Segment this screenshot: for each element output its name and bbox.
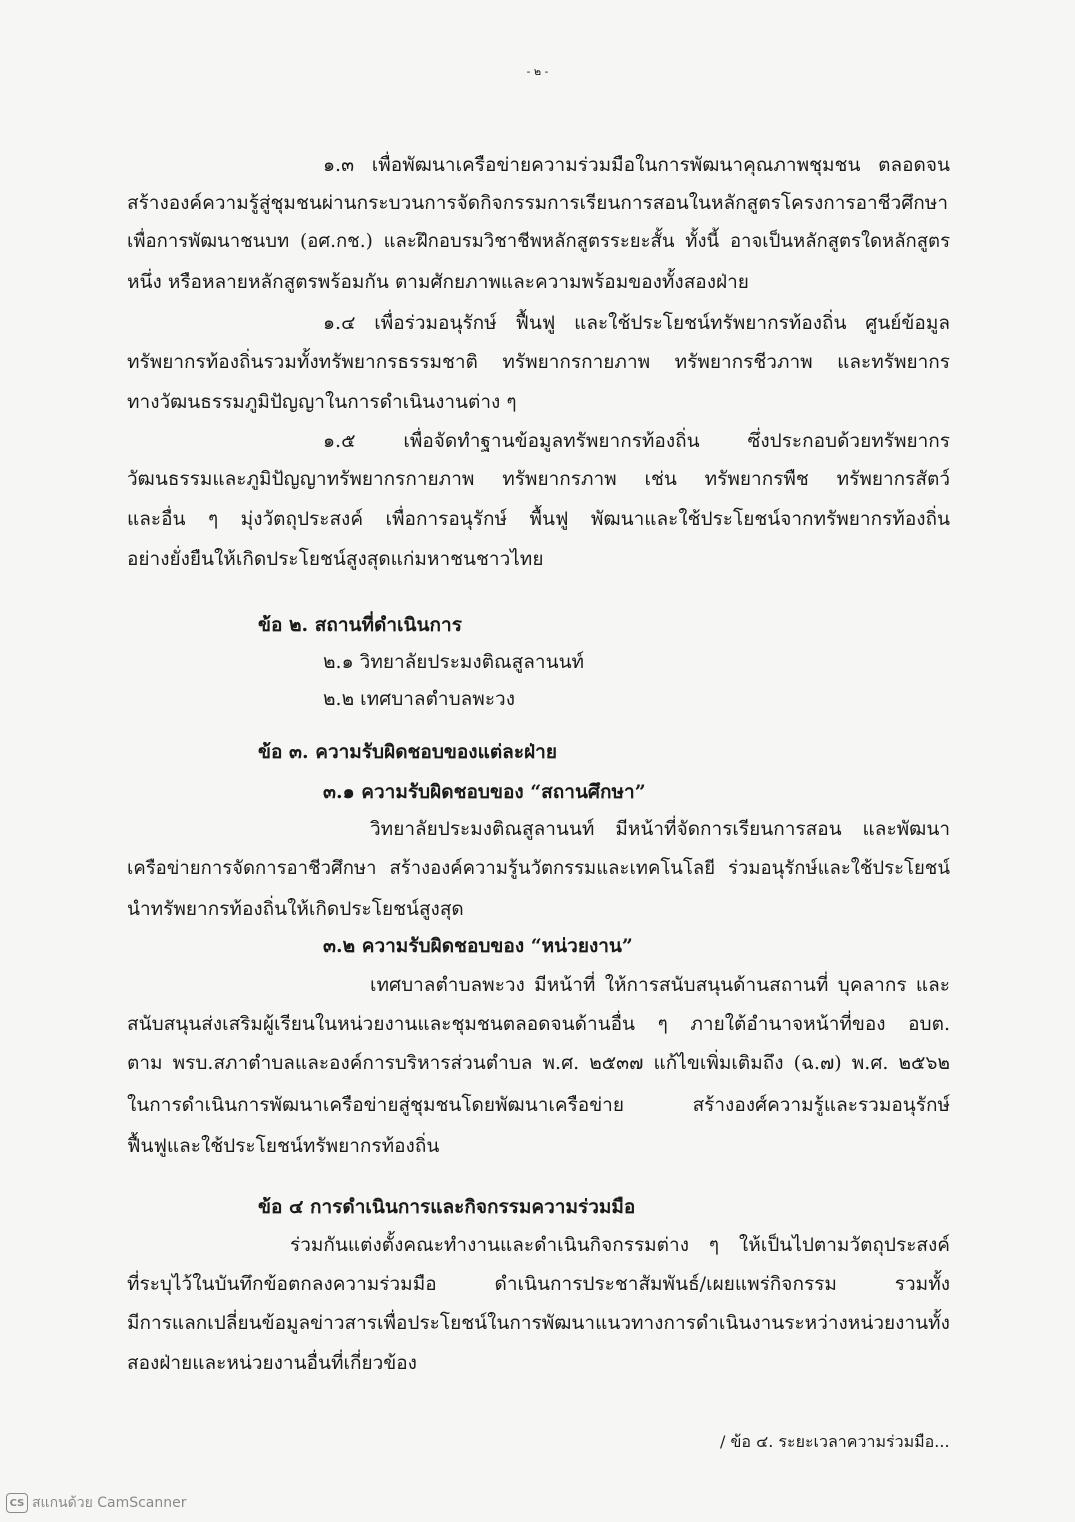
item-1-4-line-1: ๑.๔ เพื่อร่วมอนุรักษ์ ฟื้นฟู และใช้ประโยชน์ทรัพยากรท้องถิ่น ศูนย์ข้อมูล [323,312,950,334]
section-3-1-line-1: วิทยาลัยประมงติณสูลานนท์ มีหน้าที่จัดการเรียนการสอน และพัฒนา [370,818,950,840]
item-1-5-line-1: ๑.๕ เพื่อจัดทำฐานข้อมูลทรัพยากรท้องถิ่น ซึ่งประกอบด้วยทรัพยากร [323,430,950,452]
section-4-heading: ข้อ ๔ การดำเนินการและกิจกรรมความร่วมมือ [258,1196,636,1218]
section-3-2-line-1: เทศบาลตำบลพะวง มีหน้าที่ ให้การสนับสนุนด้านสถานที่ บุคลากร และ [370,974,950,996]
continuation-note: / ข้อ ๔. ระยะเวลาความร่วมมือ... [720,1432,950,1451]
section-4-line-1: ร่วมกันแต่งตั้งคณะทำงานและดำเนินกิจกรรมต่าง ๆ ให้เป็นไปตามวัตถุประสงค์ [290,1234,950,1256]
item-1-3-line-2: สร้างองค์ความรู้สู่ชุมชนผ่านกระบวนการจัดกิจกรรมการเรียนการสอนในหลักสูตรโครงการอาชีวศึกษา [127,192,948,214]
section-3-1-line-3: นำทรัพยากรท้องถิ่นให้เกิดประโยชน์สูงสุด [127,898,464,920]
camscanner-logo-icon: CS [6,1493,28,1513]
item-1-3-line-1: ๑.๓ เพื่อพัฒนาเครือข่ายความร่วมมือในการพัฒนาคุณภาพชุมชน ตลอดจน [323,154,950,176]
section-2-item-1: ๒.๑ วิทยาลัยประมงติณสูลานนท์ [323,651,585,673]
section-4-line-2: ที่ระบุไว้ในบันทึกข้อตกลงความร่วมมือ ดำเนินการประชาสัมพันธ์/เผยแพร่กิจกรรม รวมทั้ง [127,1273,950,1295]
section-3-1-heading: ๓.๑ ความรับผิดชอบของ “สถานศึกษา” [323,781,646,803]
section-3-2-line-5: ฟื้นฟูและใช้ประโยชน์ทรัพยากรท้องถิ่น [127,1135,440,1157]
section-3-2-line-2: สนับสนุนส่งเสริมผู้เรียนในหน่วยงานและชุมชนตลอดจนด้านอื่น ๆ ภายใต้อำนาจหน้าที่ของ อบต. [127,1013,950,1035]
section-3-1-line-2: เครือข่ายการจัดการอาชีวศึกษา สร้างองค์ความรู้นวัตกรรมและเทคโนโลยี ร่วมอนุรักษ์และใช้ประโยชน์ [127,858,950,879]
section-2-item-2: ๒.๒ เทศบาลตำบลพะวง [323,688,515,710]
section-3-2-line-3: ตาม พรบ.สภาตำบลและองค์การบริหารส่วนตำบล พ.ศ. ๒๕๓๗ แก้ไขเพิ่มเติมถึง (ฉ.๗) พ.ศ. ๒๕๖๒ [127,1052,950,1074]
item-1-3-line-4: หนึ่ง หรือหลายหลักสูตรพร้อมกัน ตามศักยภาพและความพร้อมของทั้งสองฝ่าย [127,271,749,293]
section-2-heading: ข้อ ๒. สถานที่ดำเนินการ [258,614,462,636]
item-1-5-line-2: วัฒนธรรมและภูมิปัญญาทรัพยากรกายภาพ ทรัพยากรภาพ เช่น ทรัพยากรพืช ทรัพยากรสัตว์ [127,468,950,490]
section-3-2-line-4: ในการดำเนินการพัฒนาเครือข่ายสู่ชุมชนโดยพัฒนาเครือข่าย สร้างองศ์ความรู้และรวมอนุรักษ์ [127,1094,950,1116]
page-number: - ๒ - [526,65,549,78]
item-1-4-line-2: ทรัพยากรท้องถิ่นรวมทั้งทรัพยากรธรรมชาติ ทรัพยากรกายภาพ ทรัพยากรชีวภาพ และทรัพยากร [127,351,950,373]
item-1-5-line-4: อย่างยั่งยืนให้เกิดประโยชน์สูงสุดแก่มหาชนชาวไทย [127,548,544,570]
section-4-line-3: มีการแลกเปลี่ยนข้อมูลข่าวสารเพื่อประโยชน์ในการพัฒนาแนวทางการดำเนินงานระหว่างหน่วยงานทั้ง [127,1312,950,1334]
section-3-heading: ข้อ ๓. ความรับผิดชอบของแต่ละฝ่าย [258,741,557,763]
item-1-4-line-3: ทางวัฒนธรรมภูมิปัญญาในการดำเนินงานต่าง ๆ [127,391,517,413]
item-1-5-line-3: และอื่น ๆ มุ่งวัตถุประสงค์ เพื่อการอนุรักษ์ พื้นฟู พัฒนาและใช้ประโยชน์จากทรัพยากรท้องถิ่น [127,508,950,530]
section-3-2-heading: ๓.๒ ความรับผิดชอบของ “หน่วยงาน” [323,935,633,957]
section-4-line-4: สองฝ่ายและหน่วยงานอื่นที่เกี่ยวข้อง [127,1352,417,1374]
scanner-watermark-text: สแกนด้วย CamScanner [32,1495,187,1511]
scanner-watermark [6,1490,187,1516]
item-1-3-line-3: เพื่อการพัฒนาชนบท (อศ.กช.) และฝึกอบรมวิชาชีพหลักสูตรระยะสั้น ทั้งนี้ อาจเป็นหลักสูตรใดหลักสูตร [127,231,950,252]
